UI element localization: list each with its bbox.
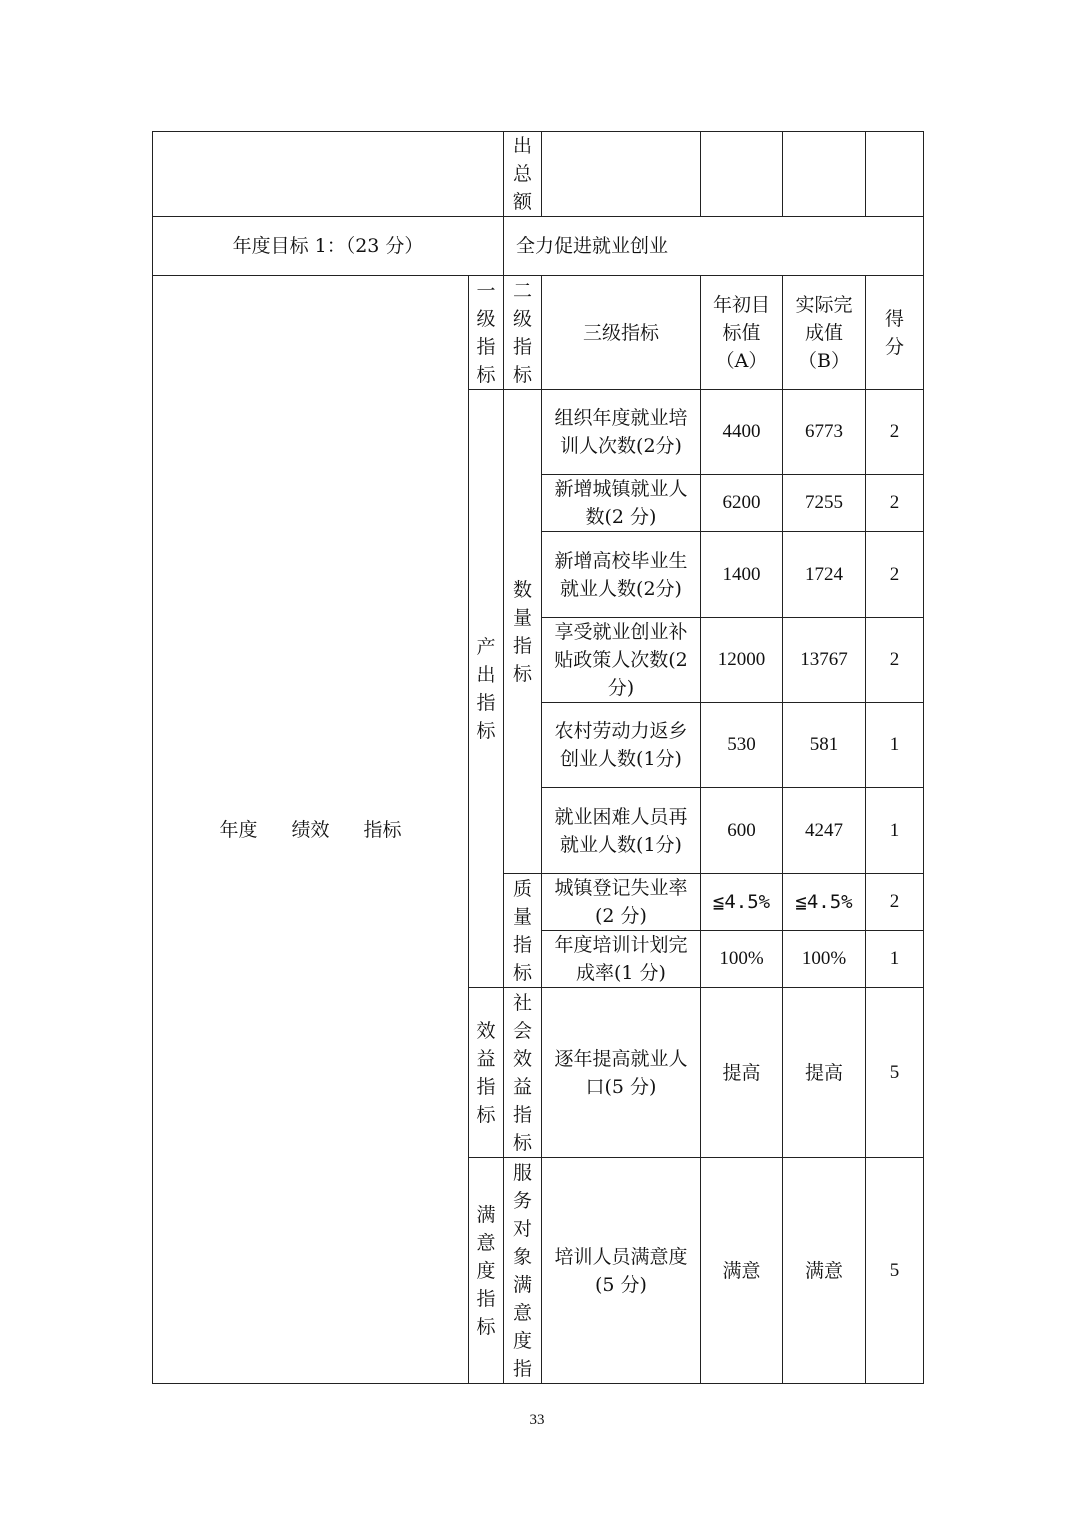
indicator-name: 新增城镇就业人数(2 分) bbox=[542, 475, 701, 532]
annual-goal-content: 全力促进就业创业 bbox=[504, 217, 924, 276]
header-level3: 三级指标 bbox=[542, 276, 701, 390]
performance-table bbox=[152, 131, 924, 1384]
actual-value: 100% bbox=[783, 931, 866, 988]
header-target: 年初目标值（A） bbox=[701, 276, 783, 390]
score-value: 5 bbox=[866, 988, 924, 1158]
group-social: 社会效益指标 bbox=[504, 988, 542, 1158]
continuation-empty-cell bbox=[866, 132, 924, 217]
continuation-empty-cell bbox=[153, 132, 504, 217]
actual-value: 4247 bbox=[783, 788, 866, 874]
group-quantity: 数量指标 bbox=[504, 390, 542, 874]
continuation-empty-cell bbox=[783, 132, 866, 217]
annual-goal-label: 年度目标 1：（23 分） bbox=[153, 217, 504, 276]
score-value: 2 bbox=[866, 618, 924, 703]
header-level2: 二级指标 bbox=[504, 276, 542, 390]
actual-value: 1724 bbox=[783, 532, 866, 618]
actual-value: 6773 bbox=[783, 390, 866, 475]
header-actual: 实际完成值（B） bbox=[783, 276, 866, 390]
target-value: 12000 bbox=[701, 618, 783, 703]
score-value: 1 bbox=[866, 931, 924, 988]
group-service: 服务对象满意度指 bbox=[504, 1158, 542, 1384]
section-label-part-2: 绩效 bbox=[291, 818, 330, 841]
actual-value: 13767 bbox=[783, 618, 866, 703]
indicator-name: 组织年度就业培训人次数(2分) bbox=[542, 390, 701, 475]
section-label-cell bbox=[153, 276, 469, 1384]
indicator-name: 培训人员满意度(5 分) bbox=[542, 1158, 701, 1384]
score-value: 1 bbox=[866, 703, 924, 788]
group-benefit: 效益指标 bbox=[469, 988, 504, 1158]
indicator-name: 新增高校毕业生就业人数(2分) bbox=[542, 532, 701, 618]
indicator-name: 就业困难人员再就业人数(1分) bbox=[542, 788, 701, 874]
target-value: ≦4.5% bbox=[701, 874, 783, 931]
total-expenditure-label: 出总额 bbox=[512, 135, 532, 213]
continuation-row bbox=[153, 132, 924, 217]
group-satisfaction: 满意度指标 bbox=[469, 1158, 504, 1384]
target-value: 1400 bbox=[701, 532, 783, 618]
actual-value: ≦4.5% bbox=[783, 874, 866, 931]
continuation-empty-cell bbox=[542, 132, 701, 217]
score-value: 2 bbox=[866, 532, 924, 618]
indicator-name: 农村劳动力返乡创业人数(1分) bbox=[542, 703, 701, 788]
actual-value: 7255 bbox=[783, 475, 866, 532]
actual-value: 提高 bbox=[783, 988, 866, 1158]
target-value: 100% bbox=[701, 931, 783, 988]
score-value: 5 bbox=[866, 1158, 924, 1384]
target-value: 600 bbox=[701, 788, 783, 874]
target-value: 满意 bbox=[701, 1158, 783, 1384]
target-value: 4400 bbox=[701, 390, 783, 475]
continuation-empty-cell bbox=[701, 132, 783, 217]
group-output: 产出指标 bbox=[469, 390, 504, 988]
annual-goal-row bbox=[153, 217, 924, 276]
score-value: 1 bbox=[866, 788, 924, 874]
indicator-name: 年度培训计划完成率(1 分) bbox=[542, 931, 701, 988]
indicator-name: 享受就业创业补贴政策人次数(2 分) bbox=[542, 618, 701, 703]
header-score: 得分 bbox=[866, 276, 924, 390]
section-label-part-3: 指标 bbox=[363, 818, 402, 841]
score-value: 2 bbox=[866, 390, 924, 475]
header-row bbox=[153, 276, 924, 390]
actual-value: 581 bbox=[783, 703, 866, 788]
indicator-name: 城镇登记失业率(2 分) bbox=[542, 874, 701, 931]
target-value: 提高 bbox=[701, 988, 783, 1158]
group-quality: 质量指标 bbox=[504, 874, 542, 988]
target-value: 530 bbox=[701, 703, 783, 788]
actual-value: 满意 bbox=[783, 1158, 866, 1384]
header-level1: 一级指标 bbox=[469, 276, 504, 390]
page-number: 33 bbox=[529, 1412, 545, 1428]
indicator-name: 逐年提高就业人口(5 分) bbox=[542, 988, 701, 1158]
score-value: 2 bbox=[866, 475, 924, 532]
continuation-label-cell bbox=[504, 132, 542, 217]
score-value: 2 bbox=[866, 874, 924, 931]
target-value: 6200 bbox=[701, 475, 783, 532]
section-label-part-1: 年度 bbox=[219, 818, 258, 841]
